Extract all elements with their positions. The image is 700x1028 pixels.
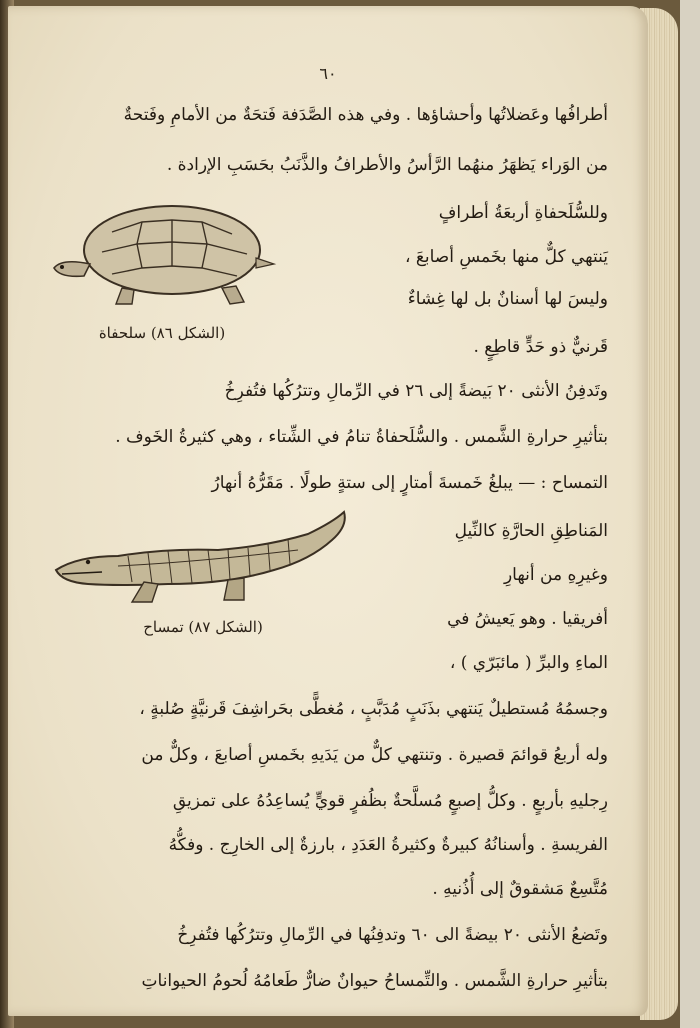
text-line: وللسُّلَحفاةِ أربعَةُ أطرافٍ [438,203,608,223]
tortoise-illustration [42,192,282,310]
text-line: وليسَ لها أسنانٌ بل لها غِشاءٌ [407,289,608,309]
text-line: وله أربعُ قوائمَ قصيرة . وتنتهي كلٌّ من يَدَيهِ بخَمسِ أصابعَ ، وكلٌّ من [141,745,608,765]
page-number: ٦٠ [319,64,337,83]
text-line: قَرنيٌّ ذو حَدٍّ قاطِعٍ . [473,337,608,357]
text-line: وتَدفِنُ الأنثى ٢٠ بَيضةً إلى ٢٦ في الرِّمالِ وتترُكُها فتُفرِخُ [224,381,608,401]
text-line: وتَضعُ الأنثى ٢٠ بيضةً الى ٦٠ وتدفِنُها في الرِّمالِ وتترُكُها فتُفرِخُ [177,925,608,945]
crocodile-illustration [48,504,358,608]
crocodile-caption: (الشكل ٨٧) تمساح [143,618,263,636]
text-line: الماءِ والبرِّ ( مائبَرّي ) ، [449,653,608,673]
text-line: بتأثيرِ حرارةِ الشَّمس . والتِّمساحُ حيوانٌ ضارٌّ طَعامُهُ لُحومُ الحيواناتِ [141,971,608,991]
text-line: المَناطِقِ الحارَّةِ كالنِّيلِ [454,521,608,541]
text-line: وجسمُهُ مُستطيلٌ يَنتهي بذَنَبٍ مُدَبَّبٍ ، مُغطًّى بحَراشِفَ قَرنيَّةٍ صُلبةٍ ، [139,699,608,719]
text-line: يَنتهي كلٌّ منها بخَمسِ أصابعَ ، [404,247,608,267]
tortoise-figure [42,192,282,342]
text-line: أفريقيا . وهو يَعيشُ في [447,609,608,629]
text-line: الفريسةِ . وأسنانُهُ كبيرةٌ وكثيرةُ العَدَدِ ، بارزةٌ إلى الخارِج . وفكُّهُ [168,835,608,855]
text-line: التمساح : — يبلغُ خَمسةَ أمتارٍ إلى ستةٍ طولًا . مَقَرُّهُ أنهارُ [211,473,608,493]
crocodile-figure [48,504,358,636]
tortoise-caption: (الشكل ٨٦) سلحفاة [98,324,226,342]
text-line: وغيرِهِ من أنهارِ [503,565,608,585]
book-page [8,6,648,1016]
text-line: من الوَراء يَظهَرُ منهُما الرَّأسُ والأطرافُ والذَّنَبُ بحَسَبِ الإرادة . [166,155,608,175]
text-line: مُتَّسِعٌ مَشقوقٌ إلى أُذُنيهِ . [432,879,608,899]
background-strip [680,0,700,1028]
text-line: رِجليهِ بأربعٍ . وكلُّ إصبعٍ مُسلَّحةٌ بظُفرٍ قويٍّ يُساعِدُهُ على تمزيقِ [172,791,608,811]
text-line: بتأثيرِ حرارةِ الشَّمس . والسُّلَحفاةُ تنامُ في الشِّتاء ، وهي كثيرةُ الخَوف . [115,427,608,447]
text-line: أطرافُها وعَضلاتُها وأحشاؤها . وفي هذه الصَّدَفة فَتحَةٌ من الأمامِ وفَتحةٌ [123,105,608,125]
